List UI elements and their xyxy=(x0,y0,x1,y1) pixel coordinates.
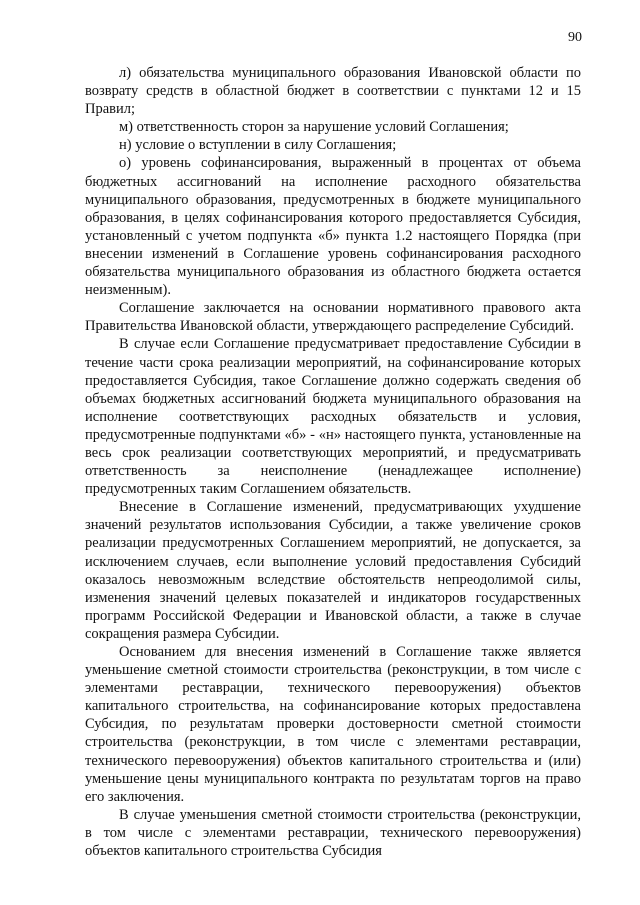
paragraph-amendments: Внесение в Соглашение изменений, предусматривающих ухудшение значений результатов использования Субсидии, а также увеличение сроков реализации предусмотренных Соглашением мероприятий, не допускается, за исключением случаев, если выполнение условий предоставления Субсидий оказалось невозможным вследствие обстоятельств непреодолимой силы, изменения значений целевых показателей и индикаторов государственных программ Российской Федерации и Ивановской области, а также в случае сокращения размера Субсидии. xyxy=(85,499,581,642)
paragraph-agreement-basis: Соглашение заключается на основании нормативного правового акта Правительства Ивановской области, утверждающего распределение Субсидий. xyxy=(85,300,581,335)
paragraph-cost-reduction: В случае уменьшения сметной стоимости строительства (реконструкции, в том числе с элементами реставрации, технического перевооружения) объектов капитального строительства Субсидия xyxy=(85,806,581,860)
page-number: 90 xyxy=(568,30,582,45)
paragraph-item-l: л) обязательства муниципального образования Ивановской области по возврату средств в областной бюджет в соответствии с пунктами 12 и 15 Правил; xyxy=(85,65,581,118)
paragraph-item-o: о) уровень софинансирования, выраженный в процентах от объема бюджетных ассигнований на исполнение расходного обязательства муниципального образования, предусмотренных в бюджете муниципального образования, в целях софинансирования которого предоставляется Субсидия, установленный с учетом подпункта «б» пункта 1.2 настоящего Порядка (при внесении изменений в Соглашение уровень софинансирования расходного обязательства муниципального образования из областного бюджета остается неизменным). xyxy=(85,155,581,299)
paragraph-partial-term: В случае если Соглашение предусматривает предоставление Субсидии в течение части срока реализации мероприятий, на софинансирование которых предоставляется Субсидия, такое Соглашение должно содержать сведения об объемах бюджетных ассигнований бюджета муниципального образования на исполнение соответствующих расходных обязательств и условия, предусмотренные подпунктами «б» - «н» настоящего пункта, установленные на весь срок реализации соответствующих мероприятий, и предусматривать ответственность за неисполнение (ненадлежащее исполнение) предусмотренных таким Соглашением обязательств. xyxy=(85,336,581,498)
paragraph-item-n: н) условие о вступлении в силу Соглашения; xyxy=(119,137,397,154)
paragraph-amendment-grounds: Основанием для внесения изменений в Соглашение также является уменьшение сметной стоимости строительства (реконструкции, в том числе с элементами реставрации, технического перевооружения) объектов капитального строительства, на софинансирование которых предоставлена Субсидия, по результатам проверки достоверности сметной стоимости строительства (реконструкции, в том числе с элементами реставрации, технического перевооружения) объектов капитального строительства и (или) уменьшение цены муниципального контракта по результатам торгов на право его заключения. xyxy=(85,644,581,805)
document-body xyxy=(85,64,581,860)
paragraph-item-m: м) ответственность сторон за нарушение условий Соглашения; xyxy=(119,119,509,136)
